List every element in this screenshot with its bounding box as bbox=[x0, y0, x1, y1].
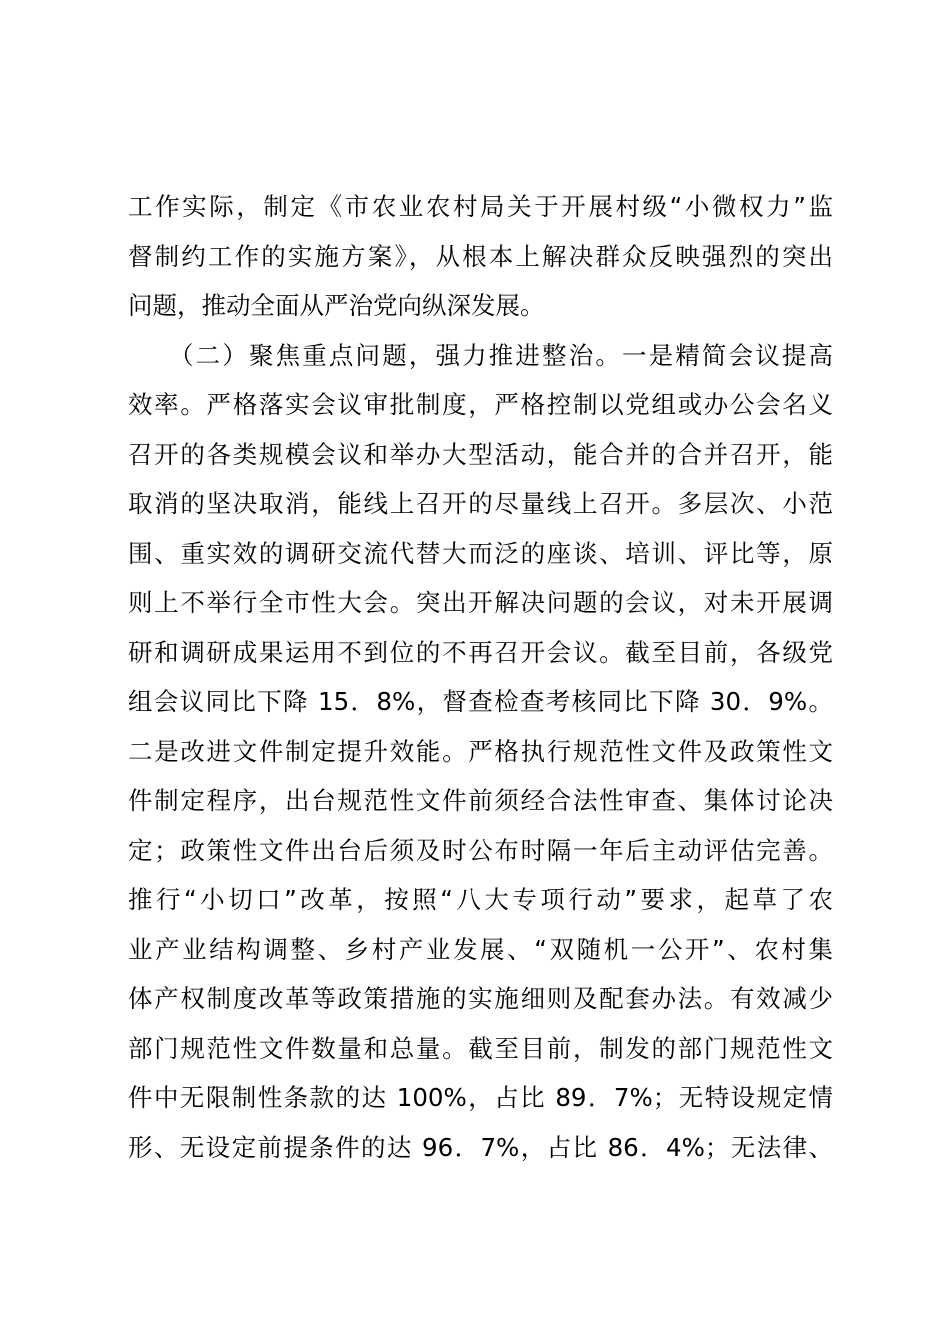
text-line: （二）聚焦重点问题，强力推进整治。一是精简会议提高 bbox=[128, 340, 833, 370]
text-line: 组会议同比下降 15．8%，督查检查考核同比下降 30．9%。 bbox=[128, 687, 833, 716]
text-line: 召开的各类规模会议和举办大型活动，能合并的合并召开，能 bbox=[128, 439, 833, 469]
text-line: 则上不举行全市性大会。突出开解决问题的会议，对未开展调 bbox=[128, 588, 833, 617]
text-line: 部门规范性文件数量和总量。截至目前，制发的部门规范性文 bbox=[128, 1033, 833, 1063]
text-line: 件制定程序，出台规范性文件前须经合法性审查、集体讨论决 bbox=[128, 786, 833, 815]
body-text bbox=[128, 182, 833, 1172]
text-line: 推行“小切口”改革，按照“八大专项行动”要求，起草了农 bbox=[128, 885, 833, 914]
text-line: 二是改进文件制定提升效能。严格执行规范性文件及政策性文 bbox=[128, 736, 833, 766]
text-line: 督制约工作的实施方案》，从根本上解决群众反映强烈的突出 bbox=[128, 241, 833, 271]
text-line: 业产业结构调整、乡村产业发展、“双随机一公开”、农村集 bbox=[128, 934, 833, 964]
text-line: 取消的坚决取消，能线上召开的尽量线上召开。多层次、小范 bbox=[128, 489, 833, 518]
text-line: 形、无设定前提条件的达 96．7%，占比 86．4%；无法律、 bbox=[128, 1132, 833, 1162]
text-line: 研和调研成果运用不到位的不再召开会议。截至目前，各级党 bbox=[128, 637, 833, 667]
text-line: 围、重实效的调研交流代替大而泛的座谈、培训、评比等，原 bbox=[128, 538, 833, 568]
text-line: 体产权制度改革等政策措施的实施细则及配套办法。有效减少 bbox=[128, 984, 833, 1013]
text-line: 问题，推动全面从严治党向纵深发展。 bbox=[128, 291, 545, 320]
text-line: 定；政策性文件出台后须及时公布时隔一年后主动评估完善。 bbox=[128, 835, 833, 865]
text-line: 件中无限制性条款的达 100%，占比 89．7%；无特设规定情 bbox=[128, 1083, 833, 1112]
text-line: 效率。严格落实会议审批制度，严格控制以党组或办公会名义 bbox=[128, 390, 833, 419]
text-line: 工作实际，制定《市农业农村局关于开展村级“小微权力”监 bbox=[128, 192, 833, 221]
